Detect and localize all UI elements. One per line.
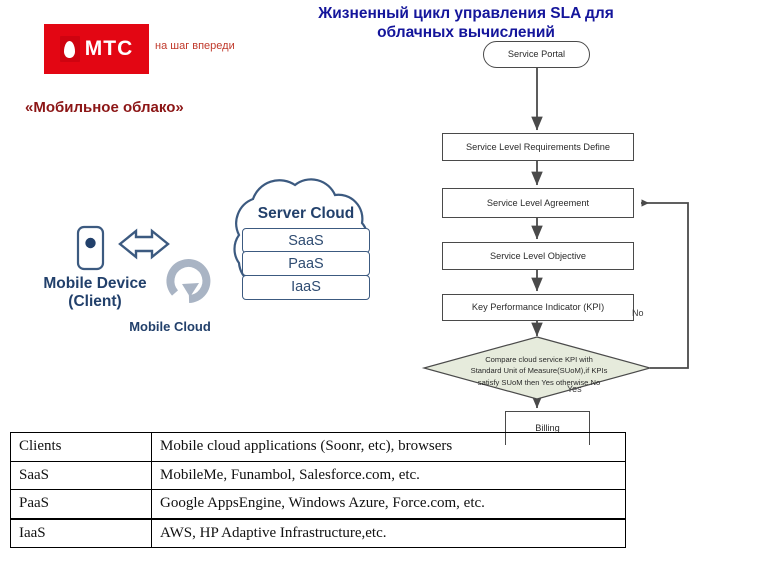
stack-item-iaas: IaaS: [242, 275, 370, 300]
sync-icon: [170, 263, 206, 299]
mts-logo: [44, 24, 149, 74]
decision-diamond-label: [454, 354, 624, 388]
decision-label-line2: Standard Unit of Measure(SUoM),if KPIs: [470, 366, 608, 376]
flow-node-service-level-objective[interactable]: Service Level Objective: [442, 242, 634, 270]
mts-logo-inner: [60, 36, 134, 62]
table-cell-examples: Mobile cloud applications (Soonr, etc), browsers: [152, 433, 626, 462]
table-cell-examples: Google AppsEngine, Windows Azure, Force.com, etc.: [152, 490, 626, 519]
mts-logo-text: МТС: [84, 37, 134, 60]
edge-label-yes: Yes: [567, 384, 582, 394]
edge-label-no: No: [632, 308, 644, 318]
table-cell-examples: MobileMe, Funambol, Salesforce.com, etc.: [152, 461, 626, 490]
egg-icon: [60, 36, 80, 62]
stack-item-paas: PaaS: [242, 251, 370, 276]
table-row: [11, 519, 626, 548]
stack-item-saas: SaaS: [242, 228, 370, 253]
mts-tagline: на шаг впереди: [155, 40, 235, 52]
mobile-cloud-label: Mobile Cloud: [129, 319, 211, 334]
decision-label-line1: Compare cloud service KPI with: [485, 355, 593, 364]
decision-label-line3: satisfy SUoM then Yes otherwise No: [477, 377, 601, 387]
service-model-stack: [242, 228, 370, 298]
page-title-line2: облачных вычислений: [377, 24, 555, 42]
mobile-device-label-line2: (Client): [68, 292, 122, 310]
flow-node-billing[interactable]: Billing: [505, 411, 590, 445]
flow-node-service-portal[interactable]: Service Portal: [483, 41, 590, 68]
sla-lifecycle-flowchart: [420, 36, 766, 446]
table-cell-layer: IaaS: [11, 519, 152, 548]
edge-decision-no-feedback: [641, 203, 688, 368]
table-cell-layer: PaaS: [11, 490, 152, 519]
feedback-arrowhead: [642, 199, 650, 206]
cloud-layers-table: [10, 432, 626, 548]
egg-shape: [64, 41, 75, 58]
table-row: [11, 433, 626, 462]
mobile-device-screen-dot: [85, 238, 95, 248]
table-cell-layer: Clients: [11, 433, 152, 462]
mobile-device-label: [20, 275, 170, 311]
mobile-cloud-diagram: [0, 175, 420, 365]
flow-node-service-level-agreement[interactable]: Service Level Agreement: [442, 188, 634, 218]
section-heading: «Мобильное облако»: [25, 99, 184, 116]
table-row: [11, 490, 626, 519]
server-cloud-label: Server Cloud: [257, 205, 355, 222]
table-cell-examples: AWS, HP Adaptive Infrastructure,etc.: [152, 519, 626, 548]
flow-node-key-performance-indicator[interactable]: Key Performance Indicator (KPI): [442, 294, 634, 321]
bidirectional-arrow-icon: [120, 231, 168, 257]
page-title-line1: Жизненный цикл управления SLA для: [318, 5, 614, 22]
flow-node-service-level-requirements[interactable]: Service Level Requirements Define: [442, 133, 634, 161]
mobile-device-label-line1: Mobile Device: [43, 275, 147, 292]
table-row: [11, 461, 626, 490]
cloud-layers-table-region: [0, 424, 766, 576]
table-cell-layer: SaaS: [11, 461, 152, 490]
